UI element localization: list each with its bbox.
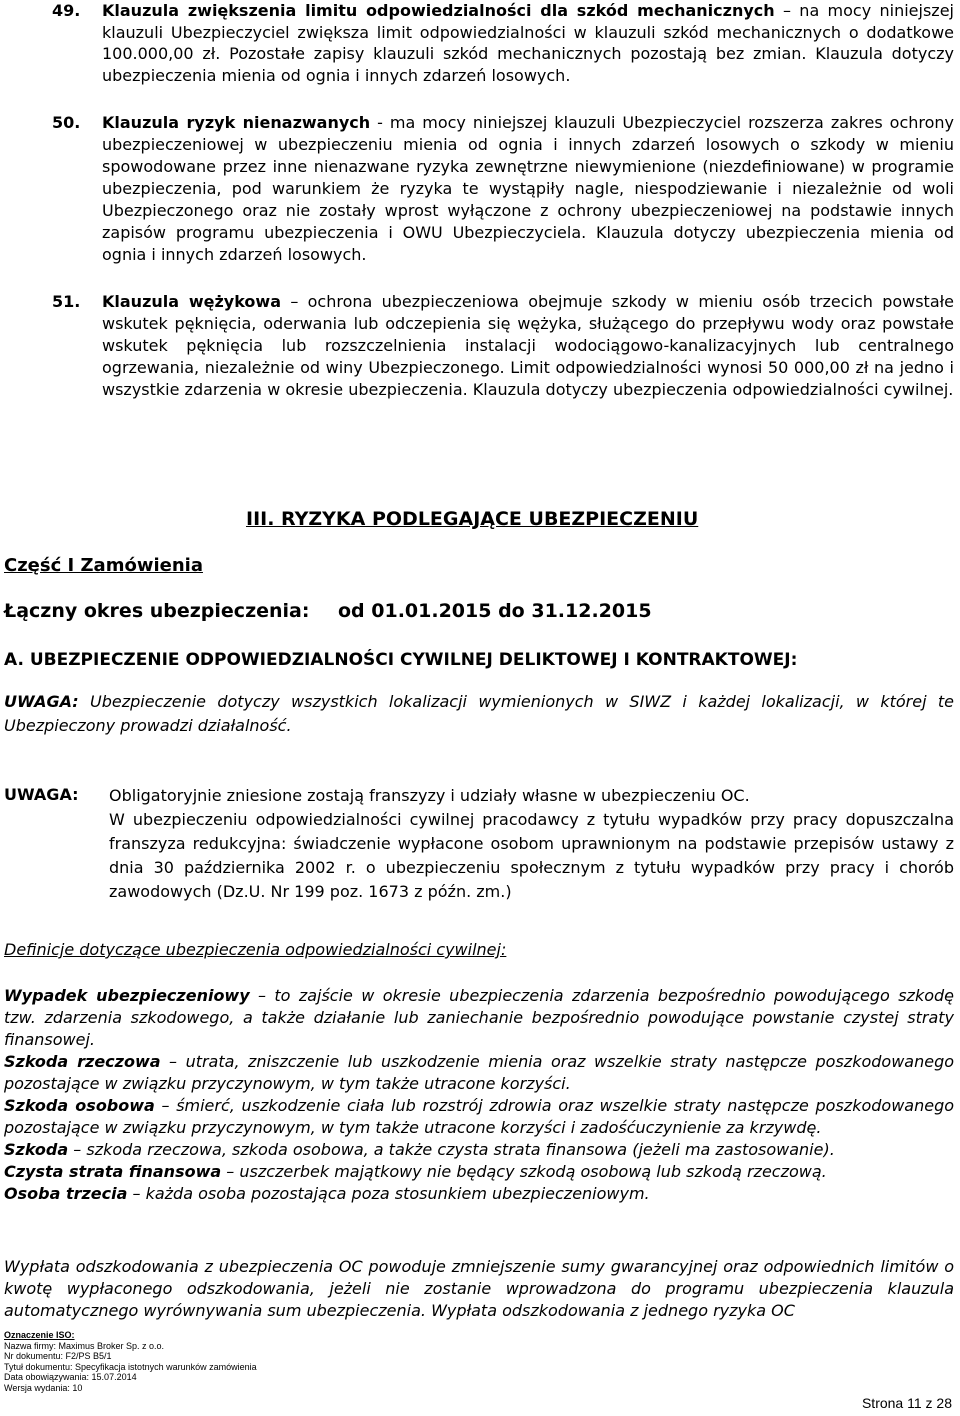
definition-item — [4, 1095, 954, 1139]
definitions-list — [4, 985, 954, 1205]
clause-51 — [52, 291, 954, 401]
clause-number: 49. — [52, 1, 81, 20]
definition-term: Czysta strata finansowa — [4, 1162, 222, 1181]
heading-liability: A. UBEZPIECZENIE ODPOWIEDZIALNOŚCI CYWILNEJ DELIKTOWEJ I KONTRAKTOWEJ: — [4, 650, 798, 670]
definition-item — [4, 1139, 954, 1161]
clause-dash: – — [774, 1, 800, 20]
clause-title: Klauzula ryzyk nienazwanych — [102, 113, 371, 132]
definition-term: Wypadek ubezpieczeniowy — [4, 986, 250, 1005]
footer-line: Nr dokumentu: F2/PS B5/1 — [4, 1351, 112, 1361]
footer-line: Data obowiązywania: 15.07.2014 — [4, 1372, 137, 1382]
clause-49 — [52, 0, 954, 86]
part-label: Część I Zamówienia — [4, 555, 203, 576]
clause-dash: – — [281, 292, 308, 311]
clause-dash: - — [370, 113, 390, 132]
clause-body — [102, 291, 954, 401]
insurance-period-label: Łączny okres ubezpieczenia: — [4, 600, 310, 622]
clause-body — [102, 112, 954, 266]
footer-line: Tytuł dokumentu: Specyfikacja istotnych warunków zamówienia — [4, 1361, 257, 1372]
clause-body — [102, 0, 954, 86]
clause-text: ma mocy niniejszej klauzuli Ubezpieczyciel rozszerza zakres ochrony ubezpieczeniowej w ubezpieczeniu mienia od ognia i innych zdarzeń losowych o szkody w mieniu spowodowane przez inne nienazwane ryzyka zewnętrzne niewymienione (niezdefiniowane) w programie ubezpieczenia, pod warunkiem że ryzyka te wystąpiły nagle, niespodziewanie i niezależnie od woli Ubezpieczonego oraz nie zostały wprost wyłączone z ochrony ubezpieczeniowej na podstawie innych zapisów programu ubezpieczenia i OWU Ubezpieczyciela. Klauzula dotyczy ubezpieczenia mienia od ognia i innych zdarzeń losowych. — [102, 113, 955, 264]
definition-text: to zajście w okresie ubezpieczenia zdarzenia bezpośrednio powodującego szkodę tzw. zdarzenia szkodowego, a także działanie lub zaniechanie bezpośrednio powodujące powstanie czystej straty finansowej. — [4, 986, 954, 1049]
definitions-title: Definicje dotyczące ubezpieczenia odpowiedzialności cywilnej: — [4, 940, 507, 959]
notice-label: UWAGA: — [4, 785, 79, 804]
insurance-period-value: od 01.01.2015 do 31.12.2015 — [338, 600, 652, 622]
definition-text: każda osoba pozostająca poza stosunkiem ubezpieczeniowym. — [145, 1184, 650, 1203]
definition-item — [4, 1183, 954, 1205]
payout-paragraph: Wypłata odszkodowania z ubezpieczenia OC powoduje zmniejszenie sumy gwarancyjnej oraz odpowiednich limitów o kwotę wypłaconego odszkodowania, jeżeli nie zostanie wprowadzona do programu ubezpieczenia klauzula automatycznego wyrównywania sum ubezpieczenia. Wypłata odszkodowania z jednego ryzyka OC — [4, 1257, 954, 1320]
definition-dash: – — [68, 1140, 87, 1159]
definition-dash: – — [127, 1184, 146, 1203]
clause-text: ochrona ubezpieczeniowa obejmuje szkody w mieniu osób trzecich powstałe wskutek pęknięcia, oderwania lub odczepienia się wężyka, służącego do przepływu wody oraz powstałe wskutek pęknięcia lub rozszczelnienia instalacji wodociągowo-kanalizacyjnych lub centralnego ogrzewania, niezależnie od winy Ubezpieczonego. Limit odpowiedzialności wynosi 50 000,00 zł na jedno i wszystkie zdarzenia w okresie ubezpieczenia. Klauzula dotyczy ubezpieczenia odpowiedzialności cywilnej. — [102, 292, 955, 399]
notice-line: W ubezpieczeniu odpowiedzialności cywilnej pracodawcy z tytułu wypadków przy pracy dopuszczalna franszyza redukcyjna: świadczenie wypłacone osobom uprawnionym na podstawie przepisów ustawy z dnia 30 października 2002 r. o ubezpieczeniu społecznym z tytułu wypadków przy pracy i chorób zawodowych (Dz.U. Nr 199 poz. 1673 z późn. zm.) — [109, 810, 954, 901]
notice-text: Ubezpieczenie dotyczy wszystkich lokalizacji wymienionych w SIWZ i każdej lokalizacji, w której te Ubezpieczony prowadzi działalność. — [4, 692, 954, 735]
footer-iso-label: Oznaczenie ISO: — [4, 1330, 75, 1340]
clause-number: 51. — [52, 292, 81, 311]
footer-line: Wersja wydania: 10 — [4, 1382, 83, 1393]
clause-title: Klauzula zwiększenia limitu odpowiedzialności dla szkód mechanicznych — [102, 1, 775, 20]
definition-item — [4, 985, 954, 1051]
definition-text: uszczerbek majątkowy nie będący szkodą osobową lub szkodą rzeczową. — [239, 1162, 827, 1181]
definition-dash: – — [221, 1162, 240, 1181]
definition-text: śmierć, uszkodzenie ciała lub rozstrój zdrowia oraz wszelkie straty następcze poszkodowanego pozostające w związku przyczynowym, w tym także utracone korzyści i zadośćuczynienie za krzywdę. — [4, 1096, 955, 1137]
definition-text: szkoda rzeczowa, szkoda osobowa, a także czysta strata finansowa (jeżeli ma zastosowanie). — [86, 1140, 835, 1159]
clause-50 — [52, 112, 954, 266]
document-footer — [4, 1330, 257, 1393]
clause-title: Klauzula wężykowa — [102, 292, 282, 311]
notice-line: Obligatoryjnie zniesione zostają franszyzy i udziały własne w ubezpieczeniu OC. — [109, 786, 750, 805]
page-number: Strona 11 z 28 — [861, 1395, 952, 1411]
definition-dash: – — [154, 1096, 177, 1115]
notice-label: UWAGA: — [4, 692, 79, 711]
definition-item — [4, 1051, 954, 1095]
definition-item — [4, 1161, 954, 1183]
definition-dash: – — [249, 986, 275, 1005]
notice-deductibles — [109, 784, 954, 904]
definition-text: utrata, zniszczenie lub uszkodzenie mienia oraz wszelkie straty następcze poszkodowanego pozostające w związku przyczynowym, w tym także utracone korzyści. — [4, 1052, 955, 1093]
definition-dash: – — [160, 1052, 186, 1071]
footer-line: Nazwa firmy: Maximus Broker Sp. z o.o. — [4, 1340, 165, 1351]
definition-term: Szkoda — [4, 1140, 69, 1159]
clause-number: 50. — [52, 113, 81, 132]
section-title: III. RYZYKA PODLEGAJĄCE UBEZPIECZENIU — [246, 508, 699, 530]
definition-term: Szkoda rzeczowa — [4, 1052, 161, 1071]
notice-locations — [4, 690, 954, 738]
definition-term: Osoba trzecia — [4, 1184, 128, 1203]
clause-text: na mocy niniejszej klauzuli Ubezpieczyciel zwiększa limit odpowiedzialności w klauzuli szkód mechanicznych o dodatkowe 100.000,00 zł. Pozostałe zapisy klauzuli szkód mechanicznych pozostają bez zmian. Klauzula dotyczy ubezpieczenia mienia od ognia i innych zdarzeń losowych. — [102, 1, 954, 85]
definition-term: Szkoda osobowa — [4, 1096, 155, 1115]
